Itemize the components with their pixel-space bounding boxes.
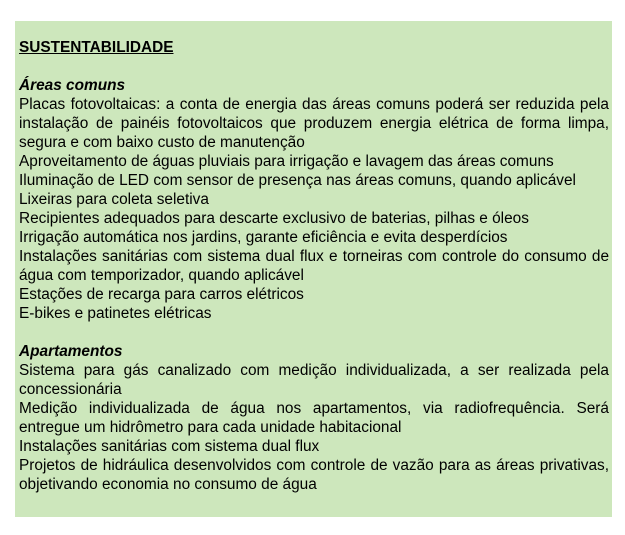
list-item: Sistema para gás canalizado com medição individualizada, a ser realizada pela concessionária — [19, 362, 609, 398]
list-item: Irrigação automática nos jardins, garante eficiência e evita desperdícios — [19, 229, 508, 246]
spacer — [19, 57, 609, 76]
list-item: Projetos de hidráulica desenvolvidos com controle de vazão para as áreas privativas, objetivando economia no consumo de água — [19, 457, 609, 493]
section-heading-areas-comuns: Áreas comuns — [19, 77, 126, 94]
list-item: E-bikes e patinetes elétricas — [19, 305, 212, 322]
list-item: Placas fotovoltaicas: a conta de energia das áreas comuns poderá ser reduzida pela instalação de painéis fotovoltaicos que produzem energia elétrica de forma limpa, segura e com baixo custo de manutenção — [19, 96, 609, 151]
list-item: Aproveitamento de águas pluviais para irrigação e lavagem das áreas comuns — [19, 153, 554, 170]
list-item: Instalações sanitárias com sistema dual flux — [19, 438, 320, 455]
page-title: SUSTENTABILIDADE — [19, 39, 174, 56]
list-item: Medição individualizada de água nos apartamentos, via radiofrequência. Será entregue um hidrômetro para cada unidade habitacional — [19, 400, 609, 436]
list-item: Recipientes adequados para descarte exclusivo de baterias, pilhas e óleos — [19, 210, 529, 227]
list-item: Instalações sanitárias com sistema dual flux e torneiras com controle do consumo de água com temporizador, quando aplicável — [19, 248, 609, 284]
section-heading-apartamentos: Apartamentos — [19, 343, 123, 360]
sustainability-panel — [15, 21, 612, 517]
list-item: Estações de recarga para carros elétricos — [19, 286, 304, 303]
list-item: Iluminação de LED com sensor de presença nas áreas comuns, quando aplicável — [19, 172, 576, 189]
list-item: Lixeiras para coleta seletiva — [19, 191, 209, 208]
spacer — [19, 323, 609, 342]
